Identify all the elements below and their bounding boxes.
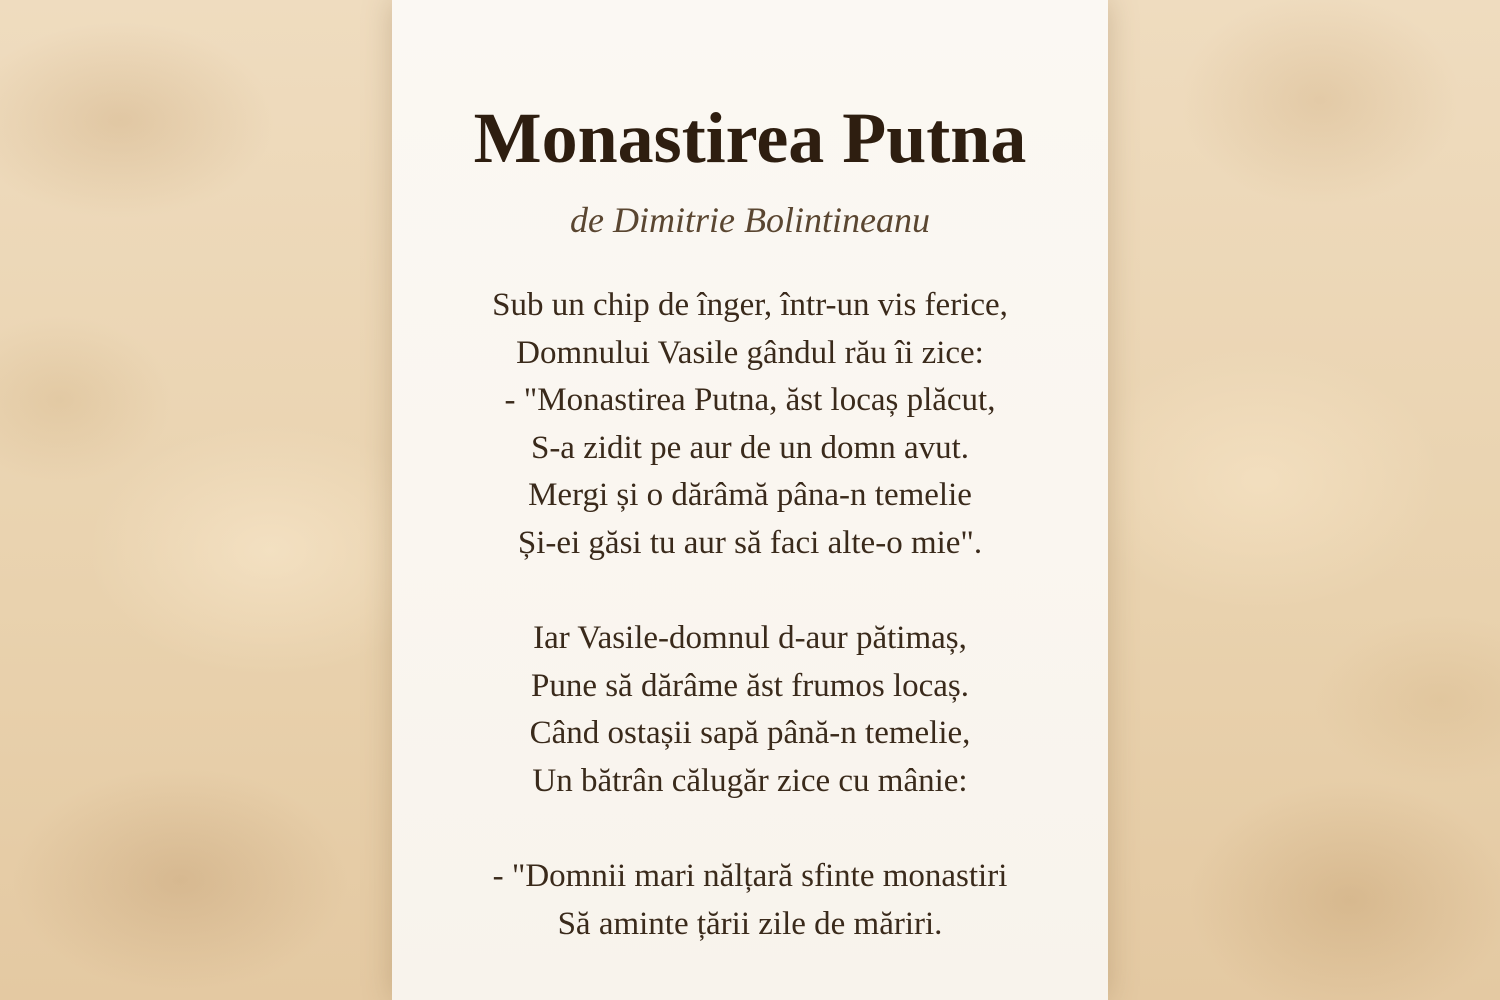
poem-line: - "Monastirea Putna, ăst locaș plăcut, <box>504 382 996 419</box>
poem-line: Iar Vasile-domnul d-aur pătimaș, <box>533 620 967 657</box>
poem-body <box>392 282 1108 948</box>
poem-page <box>392 0 1108 1000</box>
poem-author: de Dimitrie Bolintineanu <box>570 200 930 240</box>
stanza-2 <box>392 615 1108 805</box>
poem-line: Pune să dărâme ăst frumos locaș. <box>530 667 970 704</box>
poem-title: Monastirea Putna <box>473 98 1027 178</box>
stanza-3 <box>392 853 1108 948</box>
poem-line: S-a zidit pe aur de un domn avut. <box>530 429 970 466</box>
poem-line: Domnului Vasile gândul rău îi zice: <box>516 334 984 371</box>
poem-line: Să aminte țării zile de măriri. <box>557 905 943 942</box>
poem-line: Sub un chip de înger, într-un vis ferice, <box>492 287 1008 323</box>
poem-line: Un bătrân călugăr zice cu mânie: <box>532 762 968 799</box>
poem-line: - "Domnii mari nălțară sfinte monastiri <box>492 858 1008 895</box>
poem-line: Și-ei găsi tu aur să faci alte-o mie". <box>517 524 983 561</box>
poem-line: Mergi și o dărâmă pâna-n temelie <box>528 477 972 514</box>
stanza-1 <box>392 282 1108 568</box>
poem-line: Când ostașii sapă până-n temelie, <box>529 715 971 752</box>
